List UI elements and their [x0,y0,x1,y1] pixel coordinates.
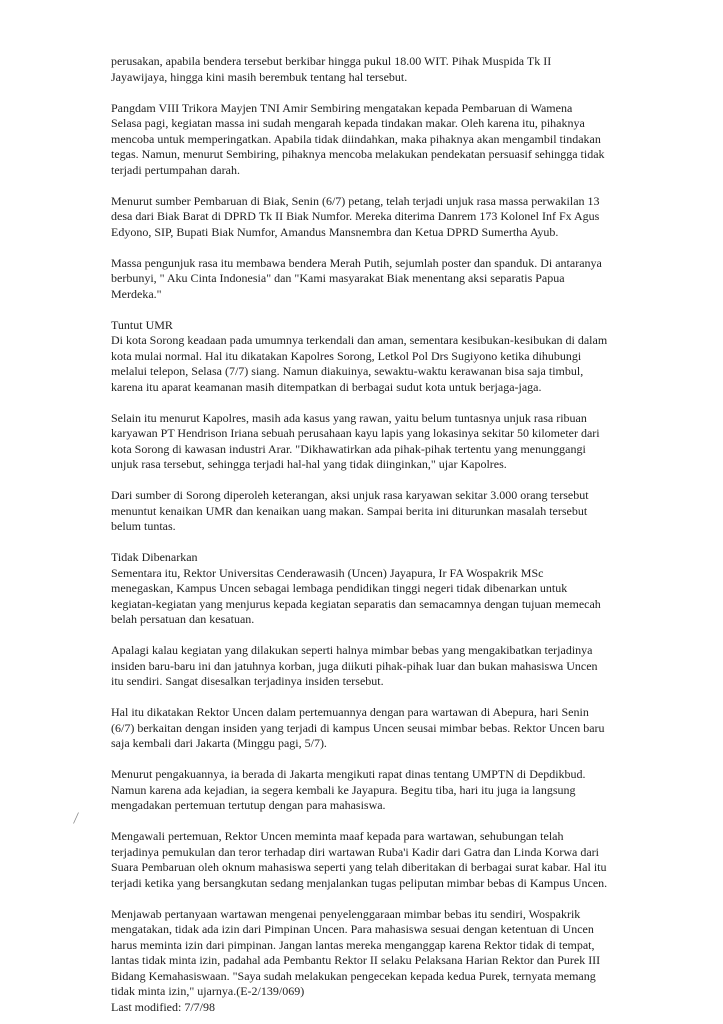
text-line: saja kembali dari Jakarta (Minggu pagi, 5/7). [111,736,327,750]
text-line: Di kota Sorong keadaan pada umumnya terkendali dan aman, sementara kesibukan-kesibukan di dalam [111,333,608,347]
text-line: belum tuntas. [111,519,176,533]
text-line: melalui telepon, Selasa (7/7) siang. Namun diakuinya, sewaktu-waktu kerawanan bisa saja timbul, [111,364,584,378]
text-line: harus meminta izin dari pimpinan. Jangan lantas mereka menganggap karena Rektor tidak di tempat, [111,937,595,952]
article-body [111,54,621,1015]
text-line: tidak minta izin," ujarnya.(E-2/139/069) [111,984,305,998]
text-line: Jayawijaya, hingga kini masih berembuk tentang hal tersebut. [111,69,408,84]
text-line: Last modified: 7/7/98 [111,999,215,1014]
text-line: (6/7) berkaitan dengan insiden yang terjadi di kampus Uncen seusai mimbar bebas. Rektor Uncen baru [111,720,605,735]
paragraph [111,488,621,535]
text-line: mengatakan, tidak ada izin dari Pimpinan Uncen. Para mahasiswa sesuai dengan ketentuan di Uncen [111,922,594,936]
text-line: Menurut pengakuannya, ia berada di Jakarta mengikuti rapat dinas tentang UMPTN di Depdikbud. [111,767,586,781]
text-line: itu sendiri. Sangat disesalkan terjadinya insiden tersebut. [111,674,384,688]
paragraph [111,907,621,1016]
paragraph [111,643,621,690]
text-line: Selain itu menurut Kapolres, masih ada kasus yang rawan, yaitu belum tuntasnya unjuk rasa ribuan [111,410,587,425]
text-line: belah persatuan dan kesatuan. [111,612,255,626]
text-line: terjadinya pemukulan dan teror terhadap diri wartawan Ruba'i Kadir dari Gatra dan Linda Korwa dari [111,844,599,859]
text-line: Pangdam VIII Trikora Mayjen TNI Amir Sembiring mengatakan kepada Pembaruan di Wamena [111,100,573,115]
text-line: Selasa pagi, kegiatan massa ini sudah mengarah kepada tindakan makar. Oleh karena itu, pihaknya [111,116,585,130]
text-line: tegas. Namun, menurut Sembiring, pihaknya mencoba melakukan pendekatan persuasif sehingga tidak [111,147,605,161]
paragraph [111,194,621,241]
pen-stroke-mark [72,812,80,824]
text-line: mengadakan pertemuan tertutup dengan para mahasiswa. [111,798,386,812]
text-line: desa dari Biak Barat di DPRD Tk II Biak Numfor. Mereka diterima Danrem 173 Kolonel Inf Fx Agus [111,209,600,223]
paragraph [111,829,621,891]
text-line: perusakan, apabila bendera tersebut berkibar hingga pukul 18.00 WIT. Pihak Muspida Tk II [111,54,552,68]
text-line: karena itu aparat keamanan masih ditempatkan di berbagai sudut kota untuk berjaga-jaga. [111,379,542,394]
text-line: Namun karena ada kejadian, ia segera kembali ke Jayapura. Begitu tiba, hari itu juga ia langsung [111,782,576,797]
paragraph [111,705,621,752]
text-line: menuntut kenaikan UMR dan kenaikan uang makan. Sampai berita ini diturunkan masalah tersebut [111,503,588,518]
text-line: Merdeka." [111,286,162,301]
text-line: Massa pengunjuk rasa itu membawa bendera Merah Putih, sejumlah poster dan spanduk. Di antaranya [111,255,602,270]
text-line: unjuk rasa tersebut, sehingga terjadi hal-hal yang tidak diinginkan," ujar Kapolres. [111,457,507,471]
text-line: karyawan PT Hendrison Iriana sebuah perusahaan kayu lapis yang lokasinya sekitar 50 kilometer dari [111,426,600,440]
text-line: mencoba untuk memperingatkan. Apabila tidak diindahkan, maka pihaknya akan mengambil tindakan [111,131,601,146]
text-line: Apalagi kalau kegiatan yang dilakukan seperti halnya mimbar bebas yang mengakibatkan terjadinya [111,643,593,657]
paragraph [111,550,621,628]
text-line: kota mulai normal. Hal itu dikatakan Kapolres Sorong, Letkol Pol Drs Sugiyono ketika dihubungi [111,348,582,363]
text-line: Hal itu dikatakan Rektor Uncen dalam pertemuannya dengan para wartawan di Abepura, hari Senin [111,705,589,719]
text-line: menegaskan, Kampus Uncen sebagai lembaga pendidikan tinggi negeri tidak dibenarkan untuk [111,581,568,595]
paragraph [111,54,621,85]
text-line: Edyono, SIP, Bupati Biak Numfor, Amandus Mansnembra dan Ketua DPRD Sumertha Ayub. [111,224,559,239]
text-line: terjadi pertumpahan darah. [111,162,240,177]
text-line: Tidak Dibenarkan [111,550,198,564]
text-line: insiden baru-baru ini dan jatuhnya korban, juga diikuti pihak-pihak luar dan bukan mahasiswa Uncen [111,658,598,673]
text-line: Sementara itu, Rektor Universitas Cenderawasih (Uncen) Jayapura, Ir FA Wospakrik MSc [111,565,544,580]
text-line: Suara Pembaruan oleh oknum mahasiswa seperti yang telah diberitakan di berbagai surat kabar. Hal itu [111,860,607,874]
text-line: Bidang Kemahasiswaan. "Saya sudah melakukan pengecekan kepada kedua Purek, ternyata memang [111,968,596,983]
text-line: Tuntut UMR [111,317,173,332]
paragraph [111,767,621,814]
paragraph [111,318,621,396]
text-line: lantas tidak minta izin, padahal ada Pembantu Rektor II selaku Pelaksana Harian Rektor dan Purek III [111,953,601,967]
text-line: Menurut sumber Pembaruan di Biak, Senin (6/7) petang, telah terjadi unjuk rasa massa perwakilan 13 [111,193,600,208]
text-line: terjadi ketika yang bersangkutan sedang menjalankan tugas peliputan mimbar bebas di Kampus Uncen. [111,875,608,890]
text-line: kegiatan-kegiatan yang menjurus kepada kegiatan separatis dan semacamnya dengan tujuan memecah [111,596,601,611]
paragraph [111,411,621,473]
text-line: berbunyi, " Aku Cinta Indonesia" dan "Kami masyarakat Biak menentang aksi separatis Papua [111,271,565,285]
text-line: kota Sorong di kawasan industri Arar. "Dikhawatirkan ada pihak-pihak tertentu yang menunggangi [111,441,586,456]
text-line: Dari sumber di Sorong diperoleh keterangan, aksi unjuk rasa karyawan sekitar 3.000 orang tersebut [111,488,589,502]
paragraph [111,256,621,303]
text-line: Menjawab pertanyaan wartawan mengenai penyelenggaraan mimbar bebas itu sendiri, Wospakrik [111,906,581,921]
paragraph [111,101,621,179]
text-line: Mengawali pertemuan, Rektor Uncen meminta maaf kepada para wartawan, sehubungan telah [111,829,564,843]
